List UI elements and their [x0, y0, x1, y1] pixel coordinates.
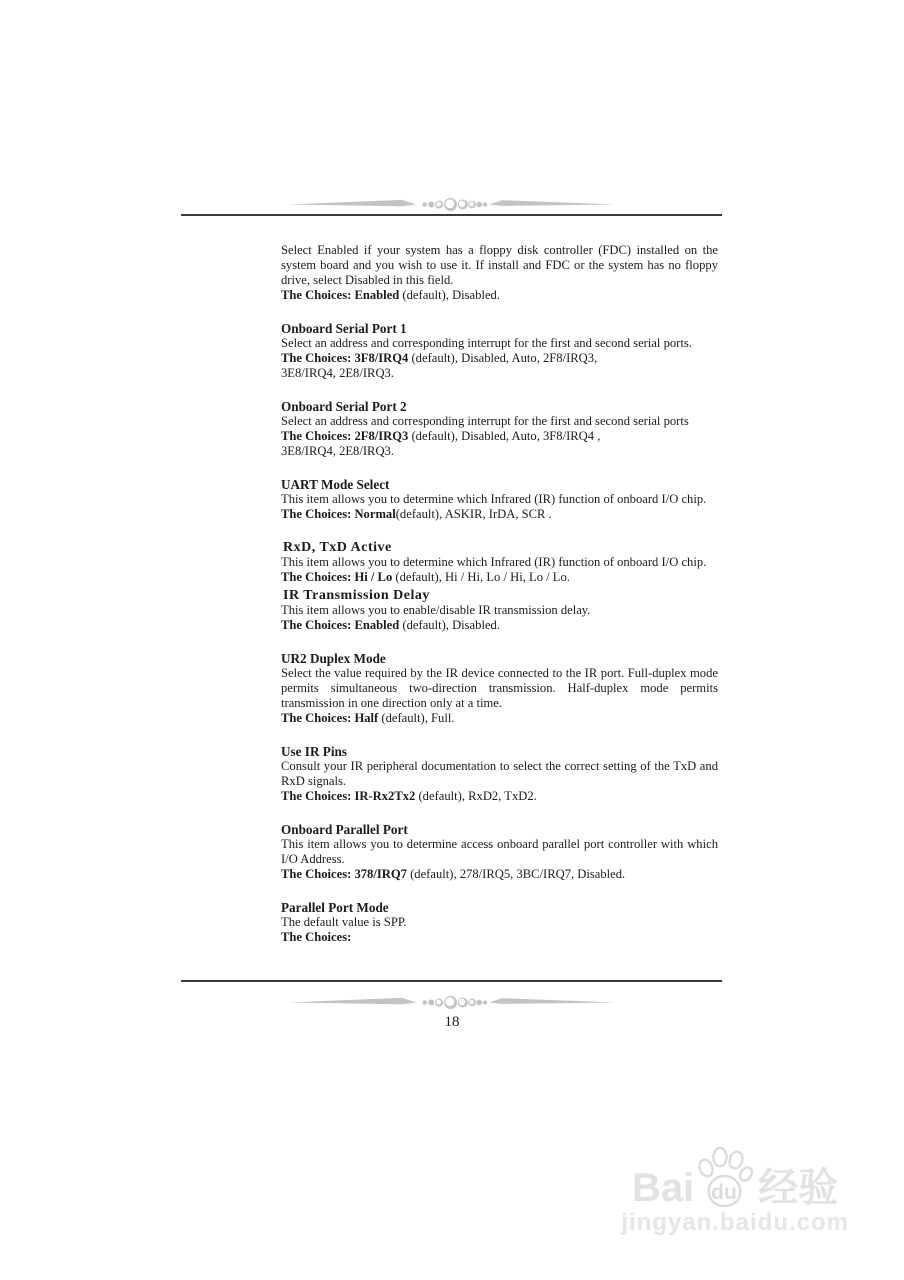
section-body: Select Enabled if your system has a floppy disk controller (FDC) installed on the system board and you wish to use it. If install and FDC or the system has no floppy drive, select Disabled in this field. — [281, 243, 718, 287]
manual-section — [281, 540, 718, 585]
top-divider-ornament-icon — [287, 196, 617, 213]
choices-label: The Choices: 2F8/IRQ3 — [281, 429, 409, 443]
section-body: Select an address and corresponding interrupt for the first and second serial ports — [281, 414, 689, 428]
section-choices — [281, 429, 718, 444]
section-heading: Onboard Parallel Port — [281, 822, 408, 837]
baidu-paw-icon — [695, 1146, 753, 1212]
choices-values: (default), ASKIR, IrDA, SCR . — [395, 507, 552, 521]
section-choices — [281, 351, 718, 366]
choices-label: The Choices: IR-Rx2Tx2 — [281, 789, 416, 803]
manual-section — [281, 321, 718, 381]
section-choices — [281, 789, 718, 804]
choices-values: (default), Disabled, Auto, 2F8/IRQ3, — [408, 351, 598, 365]
section-choices — [281, 288, 718, 303]
section-choices — [281, 570, 718, 585]
header-rule — [181, 214, 722, 216]
baidu-jingyan-watermark — [621, 1146, 849, 1235]
section-choices — [281, 711, 718, 726]
choices-values: (default), Hi / Hi, Lo / Hi, Lo / Lo. — [392, 570, 570, 584]
manual-section — [281, 477, 718, 522]
choices-values: (default), Disabled. — [399, 288, 500, 302]
choices-label: The Choices: Enabled — [281, 618, 400, 632]
manual-section — [281, 588, 718, 633]
document-content — [281, 243, 718, 945]
sections-container — [281, 243, 718, 945]
section-body: This item allows you to enable/disable IR transmission delay. — [281, 603, 591, 617]
manual-section — [281, 243, 718, 303]
section-body: Select the value required by the IR device connected to the IR port. Full-duplex mode permits simultaneous two-direction transmission. Half-duplex mode permits transmission in one direction only at a time. — [281, 666, 718, 710]
choices-values: (default), Disabled, Auto, 3F8/IRQ4 , — [408, 429, 601, 443]
watermark-url: jingyan.baidu.com — [621, 1209, 849, 1236]
section-heading: UART Mode Select — [281, 477, 390, 492]
section-heading: Use IR Pins — [281, 744, 347, 759]
choices-label: The Choices: 3F8/IRQ4 — [281, 351, 409, 365]
footer-rule — [181, 980, 722, 982]
choices-values: (default), RxD2, TxD2. — [415, 789, 537, 803]
choices-values: (default), Disabled. — [399, 618, 500, 632]
choices-label: The Choices: Normal — [281, 507, 396, 521]
section-heading: Parallel Port Mode — [281, 900, 389, 915]
watermark-brand-left: Bai — [632, 1166, 695, 1210]
section-heading: IR Transmission Delay — [283, 588, 430, 603]
section-choices — [281, 867, 718, 882]
choices-label: The Choices: Half — [281, 711, 379, 725]
section-choices — [281, 507, 718, 522]
section-body: This item allows you to determine access onboard parallel port controller with which I/O Address. — [281, 837, 718, 866]
choices-values: (default), Full. — [378, 711, 455, 725]
manual-section — [281, 651, 718, 726]
manual-section — [281, 822, 718, 882]
choices-label: The Choices: 378/IRQ7 — [281, 867, 407, 881]
manual-section — [281, 900, 718, 945]
manual-section — [281, 399, 718, 459]
section-body: The default value is SPP. — [281, 915, 407, 929]
section-choices — [281, 930, 718, 945]
section-body: Select an address and corresponding interrupt for the first and second serial ports. — [281, 336, 692, 350]
section-body: This item allows you to determine which Infrared (IR) function of onboard I/O chip. — [281, 555, 707, 569]
section-choices-line2: 3E8/IRQ4, 2E8/IRQ3. — [281, 444, 394, 458]
manual-section — [281, 744, 718, 804]
section-choices-line2: 3E8/IRQ4, 2E8/IRQ3. — [281, 366, 394, 380]
section-heading: Onboard Serial Port 2 — [281, 399, 407, 414]
section-heading: RxD, TxD Active — [283, 540, 392, 555]
choices-label: The Choices: Hi / Lo — [281, 570, 393, 584]
page-number: 18 — [444, 1014, 460, 1030]
bottom-divider-ornament-icon — [287, 994, 617, 1011]
choices-values: (default), 278/IRQ5, 3BC/IRQ7, Disabled. — [406, 867, 626, 881]
watermark-paw-text: du — [711, 1181, 738, 1204]
section-choices — [281, 618, 718, 633]
watermark-brand-right: 经验 — [758, 1166, 839, 1210]
watermark-brand — [621, 1146, 849, 1208]
choices-label: The Choices: Enabled — [281, 288, 400, 302]
section-body: Consult your IR peripheral documentation to select the correct setting of the TxD and RxD signals. — [281, 759, 718, 788]
section-heading: UR2 Duplex Mode — [281, 651, 386, 666]
section-body: This item allows you to determine which Infrared (IR) function of onboard I/O chip. — [281, 492, 707, 506]
choices-label: The Choices: — [281, 930, 352, 944]
section-heading: Onboard Serial Port 1 — [281, 321, 407, 336]
